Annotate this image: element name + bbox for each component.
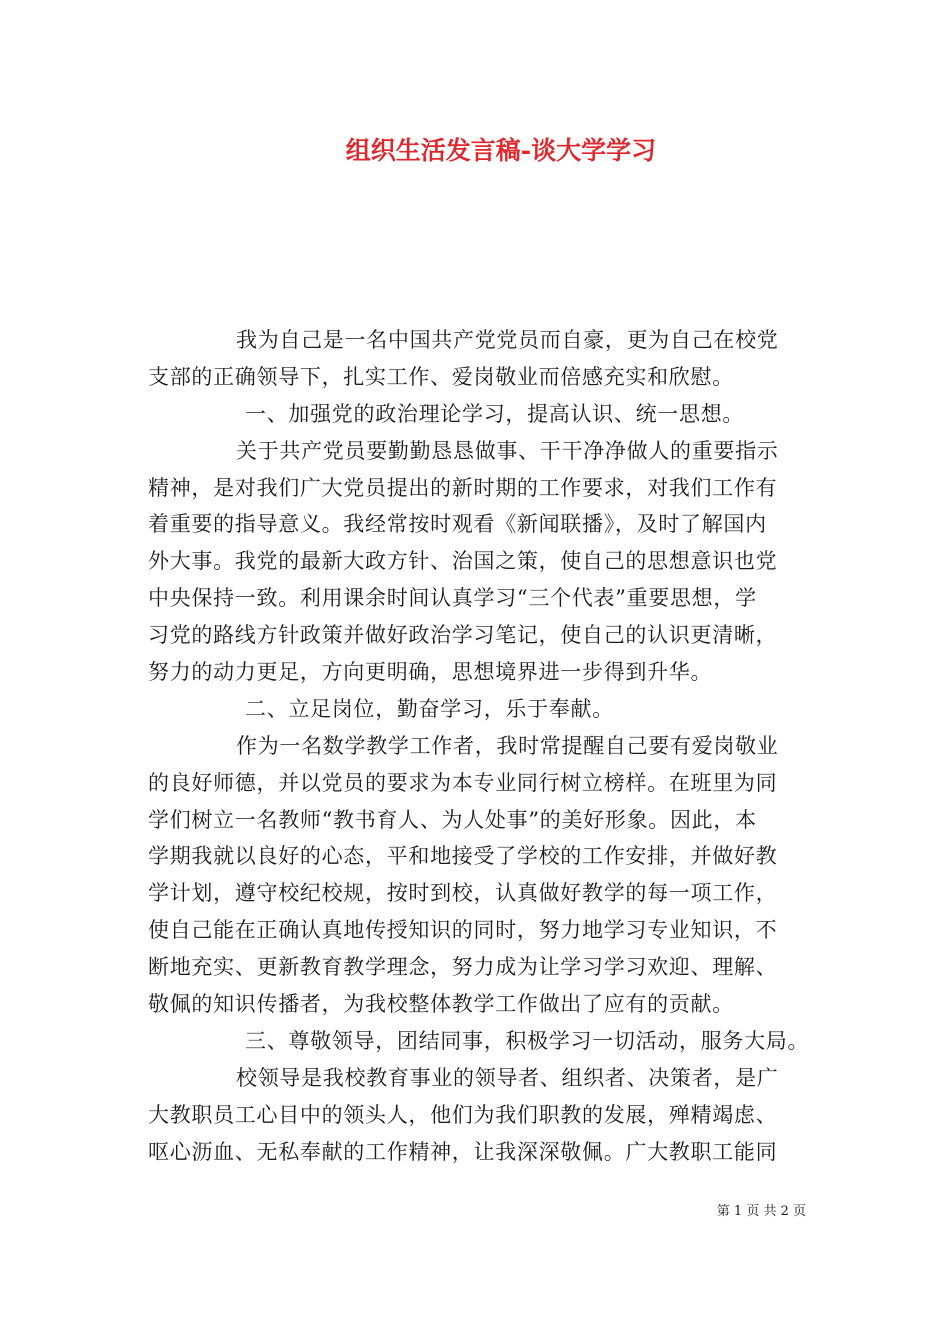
paragraph-line: 的良好师德，并以党员的要求为本专业同行树立榜样。在班里为同 [148,770,778,795]
paragraph-line: 学计划，遵守校纪校规，按时到校，认真做好教学的每一项工作， [148,881,778,906]
paragraph-line: 习党的路线方针政策并做好政治学习笔记，使自己的认识更清晰， [148,623,778,648]
paragraph-line: 作为一名数学教学工作者，我时常提醒自己要有爱岗敬业 [236,733,779,758]
paragraph-line: 校领导是我校教育事业的领导者、组织者、决策者，是广 [236,1065,779,1090]
paragraph-line: 学期我就以良好的心态，平和地接受了学校的工作安排，并做好教 [148,844,778,869]
paragraph-line: 着重要的指导意义。我经常按时观看《新闻联播》，及时了解国内 [148,512,767,537]
section-heading: 二、立足岗位，勤奋学习，乐于奉献。 [245,696,614,721]
paragraph-line: 大教职员工心目中的领头人，他们为我们职教的发展，殚精竭虑、 [148,1102,778,1127]
paragraph-line: 支部的正确领导下，扎实工作、爱岗敬业而倍感充实和欣慰。 [148,364,734,389]
paragraph-line: 呕心沥血、无私奉献的工作精神，让我深深敬佩。广大教职工能同 [148,1139,778,1164]
paragraph-line: 敬佩的知识传播者，为我校整体教学工作做出了应有的贡献。 [148,992,734,1017]
paragraph-line: 外大事。我党的最新大政方针、治国之策，使自己的思想意识也党 [148,549,778,574]
paragraph-line: 使自己能在正确认真地传授知识的同时，努力地学习专业知识，不 [148,918,778,943]
document-body [148,322,810,1170]
paragraph-line: 精神，是对我们广大党员提出的新时期的工作要求，对我们工作有 [148,475,778,500]
paragraph-line: 中央保持一致。利用课余时间认真学习“三个代表”重要思想，学 [148,586,757,611]
paragraph-line: 学们树立一名教师“教书育人、为人处事”的美好形象。因此，本 [148,807,757,832]
paragraph-line: 关于共产党员要勤勤恳恳做事、干干净净做人的重要指示 [236,438,779,463]
section-heading: 一、加强党的政治理论学习，提高认识、统一思想。 [245,401,745,426]
paragraph-line: 努力的动力更足，方向更明确，思想境界进一步得到升华。 [148,660,713,685]
page-number-footer: 第 1 页 共 2 页 [716,1204,806,1219]
paragraph-line: 断地充实、更新教育教学理念，努力成为让学习学习欢迎、理解、 [148,955,778,980]
document-title: 组织生活发言稿-谈大学学习 [345,136,657,165]
paragraph-line: 我为自己是一名中国共产党党员而自豪，更为自己在校党 [236,328,779,352]
section-heading: 三、尊敬领导，团结同事，积极学习一切活动，服务大局。 [245,1028,810,1053]
